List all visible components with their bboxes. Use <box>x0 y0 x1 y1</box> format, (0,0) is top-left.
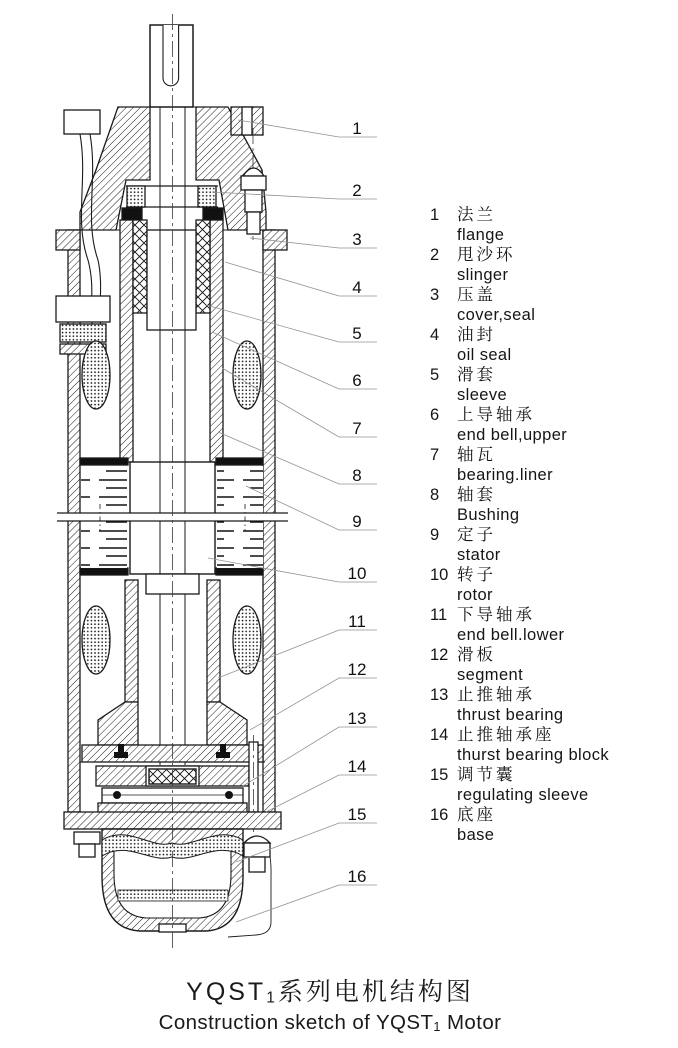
callout-number-5: 5 <box>352 324 362 343</box>
legend-item-8 <box>428 485 668 525</box>
callout-number-3: 3 <box>352 230 362 249</box>
callout-number-15: 15 <box>347 805 367 824</box>
legend-number: 3 <box>430 286 440 304</box>
legend-number: 8 <box>430 486 440 504</box>
legend-number: 9 <box>430 526 440 544</box>
legend-name-zh: 轴瓦 <box>457 446 496 464</box>
legend-name-en: base <box>457 826 495 844</box>
callout-leader-16 <box>236 885 377 922</box>
legend-name-zh: 轴套 <box>457 486 496 504</box>
legend-name-zh: 定子 <box>457 526 496 544</box>
legend-number: 6 <box>430 406 440 424</box>
legend-item-13 <box>428 685 668 725</box>
legend-item-16 <box>428 805 668 845</box>
legend-number: 16 <box>430 806 449 824</box>
shaft-top <box>150 25 193 107</box>
callout-number-12: 12 <box>347 660 367 679</box>
legend-number: 4 <box>430 326 440 344</box>
legend-name-zh: 滑套 <box>457 366 496 384</box>
legend-number: 14 <box>430 726 449 744</box>
legend-item-12 <box>428 645 668 685</box>
legend-item-1 <box>428 205 668 245</box>
legend-name-en: Bushing <box>457 506 520 524</box>
flange-section <box>80 107 266 230</box>
legend-name-zh: 上导轴承 <box>457 406 535 424</box>
legend-number: 11 <box>430 606 448 624</box>
legend-number: 7 <box>430 446 440 464</box>
title-english: Construction sketch of YQST1 Motor <box>158 1011 502 1035</box>
legend-name-en: sleeve <box>457 386 508 404</box>
callout-number-10: 10 <box>347 564 367 583</box>
legend-number: 5 <box>430 366 440 384</box>
callout-number-13: 13 <box>347 709 367 728</box>
callout-number-14: 14 <box>347 757 367 776</box>
callout-number-9: 9 <box>352 512 362 531</box>
legend-number: 13 <box>430 686 449 704</box>
legend-name-en: bearing.liner <box>457 466 554 484</box>
legend-name-en: end bell.lower <box>457 626 565 644</box>
legend-item-14 <box>428 725 668 765</box>
legend-number: 2 <box>430 246 440 264</box>
legend-name-zh: 止推轴承 <box>457 686 535 704</box>
upper-bearing <box>120 220 223 462</box>
callout-number-7: 7 <box>352 419 362 438</box>
legend-name-en: oil seal <box>457 346 512 364</box>
legend-name-en: thrust bearing <box>457 706 564 724</box>
legend-number: 10 <box>430 566 449 584</box>
legend-item-3 <box>428 285 668 325</box>
legend-name-zh: 滑板 <box>457 646 496 664</box>
legend-name-zh: 下导轴承 <box>457 606 535 624</box>
callout-number-2: 2 <box>352 181 362 200</box>
legend-item-6 <box>428 405 668 445</box>
legend-number: 1 <box>430 206 440 224</box>
legend-item-4 <box>428 325 668 365</box>
legend-number: 12 <box>430 646 449 664</box>
legend-name-en: thurst bearing block <box>457 746 609 764</box>
legend-name-zh: 止推轴承座 <box>457 726 555 744</box>
legend-name-en: rotor <box>457 586 493 604</box>
legend-item-2 <box>428 245 668 285</box>
callout-number-6: 6 <box>352 371 362 390</box>
legend-item-10 <box>428 565 668 605</box>
callout-number-8: 8 <box>352 466 362 485</box>
parts-legend <box>428 205 668 845</box>
legend-name-en: end bell,upper <box>457 426 568 444</box>
legend-number: 15 <box>430 766 449 784</box>
callout-number-4: 4 <box>352 278 362 297</box>
callout-number-11: 11 <box>348 612 366 631</box>
legend-name-en: segment <box>457 666 524 684</box>
legend-name-zh: 调节囊 <box>457 766 516 784</box>
legend-name-zh: 法兰 <box>457 206 496 224</box>
legend-name-zh: 压盖 <box>457 286 496 304</box>
legend-name-zh: 甩沙环 <box>457 246 516 264</box>
legend-name-en: stator <box>457 546 501 564</box>
title-chinese: YQST1系列电机结构图 <box>186 978 474 1007</box>
legend-item-11 <box>428 605 668 645</box>
title-block <box>90 972 570 1035</box>
legend-name-en: slinger <box>457 266 509 284</box>
legend-name-en: regulating sleeve <box>457 786 589 804</box>
legend-name-zh: 转子 <box>457 566 496 584</box>
callout-number-16: 16 <box>347 867 367 886</box>
legend-name-en: flange <box>457 226 505 244</box>
legend-item-5 <box>428 365 668 405</box>
legend-item-7 <box>428 445 668 485</box>
legend-item-9 <box>428 525 668 565</box>
callout-number-1: 1 <box>352 119 362 138</box>
legend-name-zh: 底座 <box>457 806 496 824</box>
motor-cross-section <box>56 14 288 952</box>
legend-item-15 <box>428 765 668 805</box>
legend-name-en: cover,seal <box>457 306 536 324</box>
legend-name-zh: 油封 <box>457 326 496 344</box>
